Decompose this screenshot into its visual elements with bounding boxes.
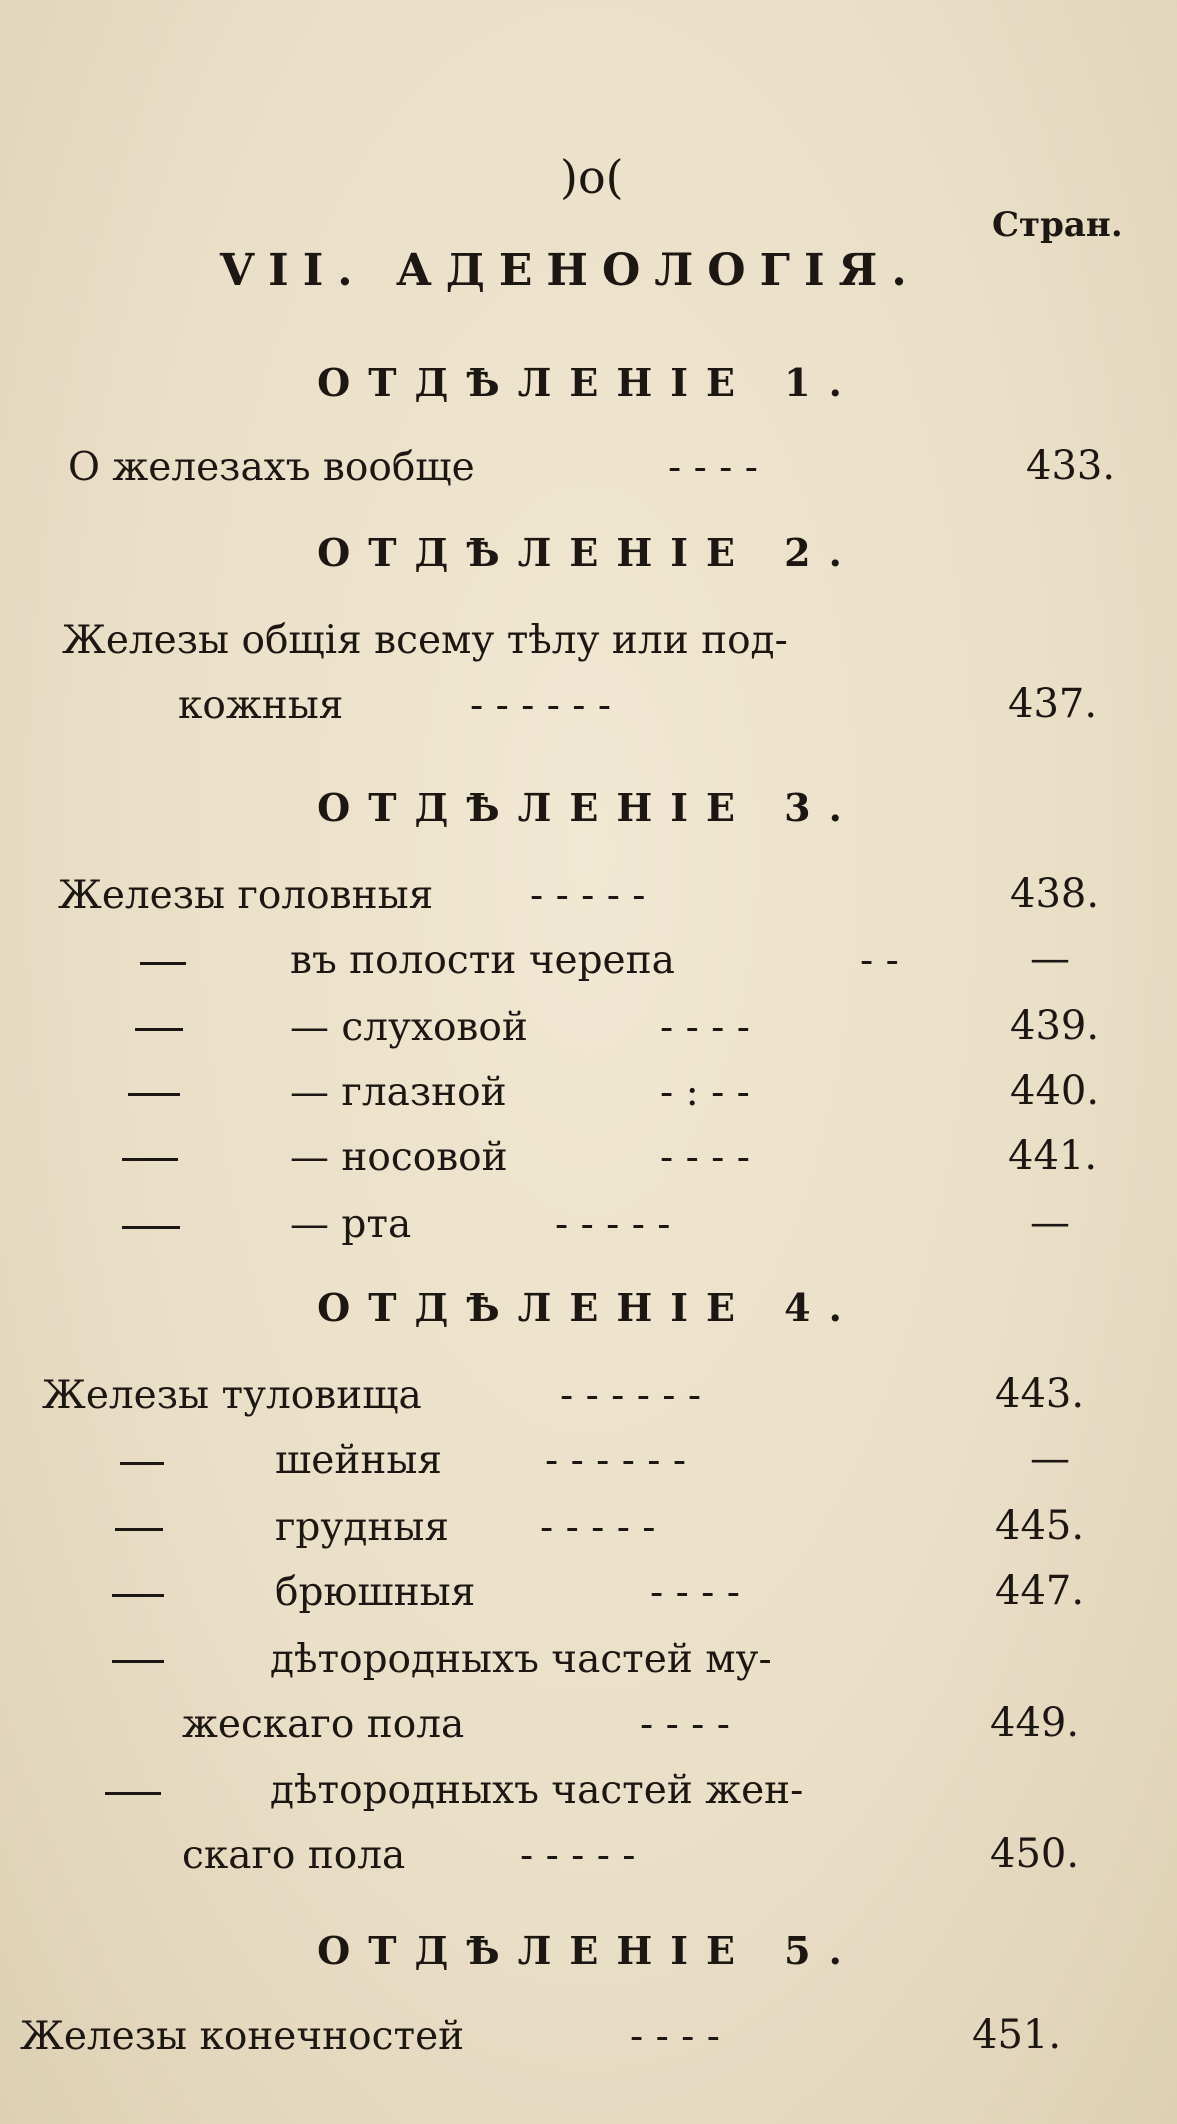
folio-ornament: )o( xyxy=(560,150,624,204)
page-column-heading: Стран. xyxy=(992,205,1123,245)
page-number: 438. xyxy=(1010,871,1100,917)
entry-text: Железы конечностей xyxy=(20,2014,465,2059)
page-number: 443. xyxy=(995,1371,1085,1417)
entry-text: брюшныя xyxy=(275,1570,476,1615)
part-title: VII. АДЕНОЛОГІЯ. xyxy=(220,245,921,296)
page-number: — xyxy=(1030,936,1070,982)
page-number: 439. xyxy=(1010,1003,1100,1049)
dot-leader: - - - - xyxy=(640,1702,730,1747)
page-number: 433. xyxy=(1026,443,1116,489)
entry-text: — глазной xyxy=(290,1070,507,1115)
entry-text: въ полости черепа xyxy=(290,938,675,983)
ditto-rule xyxy=(128,1093,180,1096)
entry-text: грудныя xyxy=(275,1505,449,1550)
section-heading-4: ОТДѢЛЕНІЕ 4. xyxy=(317,1285,860,1330)
page-number: 447. xyxy=(995,1568,1085,1614)
section-heading-2: ОТДѢЛЕНІЕ 2. xyxy=(317,530,860,575)
page-number: 437. xyxy=(1008,681,1098,727)
section-heading-3: ОТДѢЛЕНІЕ 3. xyxy=(317,785,860,830)
entry-text: Железы туловища xyxy=(42,1373,422,1418)
ditto-rule xyxy=(140,962,186,965)
ditto-rule xyxy=(120,1462,164,1465)
dot-leader: - - - - - xyxy=(530,873,646,918)
entry-text-continued: жескаго пола xyxy=(182,1702,465,1747)
page-number: 440. xyxy=(1010,1068,1100,1114)
page-number: — xyxy=(1030,1200,1070,1246)
section-heading-1: ОТДѢЛЕНІЕ 1. xyxy=(317,360,860,405)
dot-leader: - - - - - - xyxy=(545,1438,687,1483)
dot-leader: - - - - - - xyxy=(470,683,612,728)
entry-text-continued: кожныя xyxy=(178,683,344,728)
dot-leader: - - - - xyxy=(668,445,758,490)
entry-text: — рта xyxy=(290,1202,412,1247)
dot-leader: - - - - - xyxy=(520,1833,636,1878)
section-heading-5: ОТДѢЛЕНІЕ 5. xyxy=(317,1928,860,1973)
entry-text: — носовой xyxy=(290,1135,508,1180)
dot-leader: - - - - - xyxy=(555,1202,671,1247)
entry-text: Железы головныя xyxy=(58,873,434,918)
entry-text-continued: скаго пола xyxy=(182,1833,406,1878)
dot-leader: - - - - xyxy=(630,2014,720,2059)
entry-text: Железы общія всему тѣлу или под- xyxy=(62,618,788,663)
page-number: 441. xyxy=(1008,1133,1098,1179)
page-number: — xyxy=(1030,1436,1070,1482)
dot-leader: - - - - xyxy=(650,1570,740,1615)
entry-text: дѣтородныхъ частей жен- xyxy=(270,1768,804,1813)
dot-leader: - - - - - - xyxy=(560,1373,702,1418)
entry-text: О железахъ вообще xyxy=(68,445,475,490)
ditto-rule xyxy=(122,1158,178,1161)
ditto-rule xyxy=(112,1594,164,1597)
entry-text: шейныя xyxy=(275,1438,442,1483)
ditto-rule xyxy=(122,1226,180,1229)
entry-text: дѣтородныхъ частей му- xyxy=(270,1637,772,1682)
ditto-rule xyxy=(135,1028,183,1031)
page-number: 450. xyxy=(990,1831,1080,1877)
page-number: 445. xyxy=(995,1503,1085,1549)
page-number: 449. xyxy=(990,1700,1080,1746)
ditto-rule xyxy=(115,1528,163,1531)
dot-leader: - - xyxy=(860,938,899,983)
ditto-rule xyxy=(112,1660,164,1663)
ditto-rule xyxy=(105,1792,161,1795)
dot-leader: - : - - xyxy=(660,1070,750,1115)
dot-leader: - - - - - xyxy=(540,1505,656,1550)
page-number: 451. xyxy=(972,2012,1062,2058)
dot-leader: - - - - xyxy=(660,1135,750,1180)
entry-text: — слуховой xyxy=(290,1005,528,1050)
dot-leader: - - - - xyxy=(660,1005,750,1050)
